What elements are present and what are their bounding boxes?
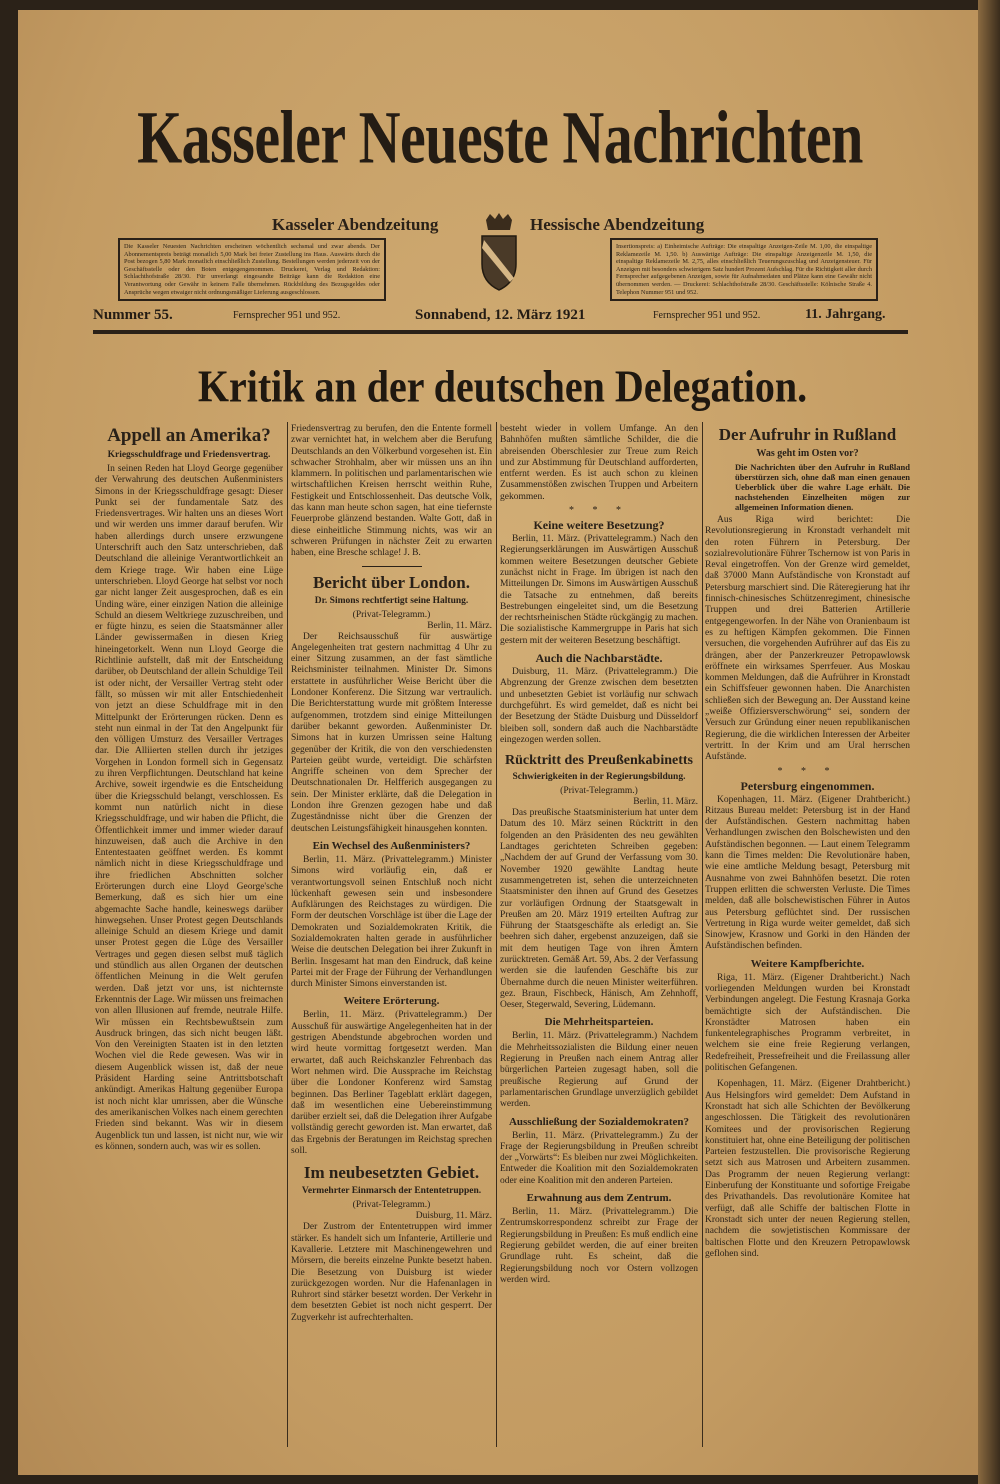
article-body: Berlin, 11. März. (Privattelegramm.) Die Zentrumskorrespondenz schreibt zur Frage der Regierungsbildung in Preußen: Es muß endlich eine Regierung gebildet werden, die auf einer breiten Grundlage ruht. Es scheint, daß die Regierungsbildung noch vor Ostern vollzogen werden wird. — [500, 1207, 698, 1285]
dateline: Berlin, 11. März. — [427, 620, 492, 631]
left-subtitle: Kasseler Abendzeitung — [272, 215, 439, 234]
advertising-info-box: Insertionspreis: a) Einheimische Aufträge: Die einspaltige Anzeigen-Zeile M. 1,00, die einspaltige Reklamezeile M. 1,50. b) Auswärtige Aufträge: Die einspaltige Anzeigenzeile M. 1,50, die einspaltige Reklamezeile M. 2,75, alles einschließlich Teuerungszuschlag und Anzeigensteuer. Für Anzeigen mit besonders schwierigem Satz hundert Prozent Aufschlag. Für die Richtigkeit aller durch Fernsprecher aufgegebenen Anzeigen, sowie für Aufnahmedaten und Plätze kann eine Gewähr nicht übernommen werden. — Druckerei: Schlachthofstraße 28/30. Geschäftsstelle: Kölnische Straße 4. Telephon Nummer 951 und 952. — [610, 238, 878, 301]
article-body: Kopenhagen, 11. März. (Eigener Drahtbericht.) Aus Helsingfors wird gemeldet: Dem Aufstand in Kronstadt hat sich alle Schichten der Bevölkerung angeschlossen. Die Tätigkeit des revolutionären Komitees und der provisorischen Regierung konstituiert hat, ohne eine Beteiligung der politischen Parteien festzustellen. Die provisorische Regierung setzt sich aus Matrosen und Arbeitern zusammen. Das Programm der neuen Regierung verlangt: Einberufung der Konstituante und sofortige Freigabe des Privathandels. Das revolutionäre Komitee hat verfügt, daß alle Schiffe der baltischen Flotte in Kronstadt sich unter der neuen Regierung stellen, nachdem die sowjetistischen Kommissare der baltischen Flotte und den Kreuzern Petropawlowsk geflohen sind. — [705, 1079, 910, 1259]
article-body: Berlin, 11. März. (Privattelegramm.) Minister Simons wird vorläufig ein, daß er verantwortungsvoll seinen Entschluß noch nicht lückenhaft gewesen sein und insbesondere Aufklärungen des Reichstages zu würdigen. Die Form der deutschen Vorschläge ist über die Lage der Demokraten und Sozialdemokraten Kritik, die Sozialdemokraten halten gerade in ausführlicher Weise die deutschen Delegation bei ihrer Zukunft in Berlin. Insgesamt hat man den Eindruck, daß keine Partei mit der Frage der Führung der Verhandlungen durch Minister Simons einverstanden ist. — [291, 854, 492, 990]
article-title: Erwahnung aus dem Zentrum. — [526, 1192, 672, 1205]
column-divider — [702, 422, 703, 1447]
article-body: Berlin, 11. März. (Privattelegramm.) Nachdem die Mehrheitssozialisten die Bildung einer neuen Regierung in Preußen nach einem Antrag aller bürgerlichen Parteien zugesagt haben, soll die preußische Regierung auf Grund der parlamentarischen Grundlage unverzüglich gebildet werden. — [500, 1031, 698, 1110]
column-divider — [287, 422, 288, 1447]
separator-stars: * * * — [569, 505, 629, 517]
coat-of-arms-icon — [478, 212, 520, 292]
divider — [362, 566, 422, 567]
article-title: Bericht über London. — [313, 572, 470, 592]
article-source: (Privat-Telegramm.) — [352, 1200, 431, 1211]
article-subtitle: Was geht im Osten vor? — [756, 448, 859, 459]
article-subtitle: Vermehrter Einmarsch der Ententetruppen. — [301, 1186, 482, 1197]
subscription-info-box: Die Kasseler Neuesten Nachrichten erscheinen wöchentlich sechsmal und zwar abends. Der Abonnementspreis beträgt monatlich 5,00 Mark bei freier Zustellung ins Haus. Auswärts durch die Post bezogen 5,80 Mark monatlich einschließlich Zustellung. Bestellungen werden jederzeit von der Geschäftsstelle oder den Boten entgegengenommen. Druckerei, Verlag und Redaktion: Schlachthofstraße 28/30. Für unverlangt eingesandte Beiträge kann die Redaktion eine Verantwortung oder Gewähr in keinem Falle übernehmen. Rückbildung des Bezugsgeldes oder Ansprüche wegen etwaiger nicht ordnungsmäßiger Lieferung ausgeschlossen. — [118, 238, 386, 301]
dateline: Duisburg, 11. März. — [415, 1211, 492, 1222]
column-2 — [291, 424, 492, 1324]
article-title: Rücktritt des Preußenkabinetts — [505, 753, 693, 769]
article-title: Die Mehrheitsparteien. — [544, 1016, 654, 1029]
article-appell-an-amerika — [95, 425, 283, 1153]
article-subtitle: Kriegsschuldfrage und Friedensvertrag. — [107, 450, 271, 460]
article-title: Im neubesetzten Gebiet. — [303, 1163, 480, 1183]
dateline: Berlin, 11. März. — [633, 797, 698, 808]
right-subtitle: Hessische Abendzeitung — [530, 215, 705, 234]
article-title: Ausschließung der Sozialdemokraten? — [508, 1115, 690, 1128]
article-subtitle: Dr. Simons rechtfertigt seine Haltung. — [314, 595, 469, 606]
article-body: In seinen Reden hat Lloyd George gegenüber der Verwahrung des deutschen Außenministers Simons in der Kriegsschuldfrage gesagt: Dieser Punkt sei der fundamentale Satz des Friedensvertrages. Wir halten uns an dieses Wort und wir werden uns immer darauf berufen. Wir haben allerdings durch unsere erzwungene Unterschrift auch den Satz unterschrieben, daß Deutschland die alleinige Verantwortlichkeit an dem Kriege trage. Wir haben eine Lüge unterschrieben. Lloyd George hat selbst vor noch gar nicht langer Zeit ausgesprochen, daß es ein Unding wäre, einer einzigen Nation die alleinige Schuld an diesem Weltkriege zuzuschreiben, und er fügte hinzu, es seien die Staatsmänner aller Länder gewissermaßen in diesen Krieg hineingetorkelt. Wenn nun Lloyd George die Richtlinie aufstellt, daß mit der Entscheidung darüber, ob Deutschland der allein Schuldige Teil ist oder nicht, der Versailler Vertrag steht oder fällt, so müssen wir mit aller Entschiedenheit von jetzt an diese Schuldfrage mit in den Mittelpunkt der Erörterungen rücken. Denn es steht nun einmal in der Tat den Angelpunkt für den völligen Umsturz des Versailler Vertrages dar. Die Alliierten stellen durch ihr jetziges Vorgehen in London formell sich in Gegensatz zu ihren Verpflichtungen. Deutschland hat keine Archive, soweit irgendwie es die Entscheidung über die Kriegsschuld belangt, verschlossen. Es kommt nun natürlich nicht in diese Kriegsschuldfrage, und wir haben die Pflicht, die Öffentlichkeit immer und immer wieder darauf hinzuweisen, daß auch die Archive in den Ententestaaten geöffnet werden. Es kommt nämlich nicht in diese Kriegsschuldfrage und ihre friedlichen Abschnitten solcher Erörterungen durch eine Lloyd George'sche Bemerkung, daß es sich hier um eine abgemachte Sache handle, keineswegs darüber hinwegsehen. Unser Protest gegen Deutschlands alleinige Schuld an diesem Kriege und damit unser Protest gegen die Lüge des Versailler Vertrages und gegen diesen selbst muß täglich und stündlich aus allen Organen der deutschen öffentlichen Meinung in die Welt gerufen werden. Daß jetzt vor uns, ist nichternste Erkenntnis der Lage. Wir müssen uns freimachen von allen Illusionen auf fremde, neutrale Hilfe. Wir müssen ein Rechtsbewußtsein zum Ausdruck bringen, das sich nicht beugen läßt. Von den Vereinigten Staaten ist in den letzten Wochen viel die Rede gewesen. Was wir in diesem Augenblick wissen ist, daß der neue Präsident Harding seine Antrittsbotschaft ankündigt. Amerikas Haltung gegenüber Europa ist noch nicht klar umrissen, aber die Wünsche des amerikanischen Volkes nach einem gerechten Frieden sind bekannt. Was wir in diesem Augenblick tun und lassen, ist nicht nur, wie wir es können, sondern auch, was wir es sollen. — [95, 464, 283, 1152]
main-headline: Kritik an der deutschen Delegation. — [197, 360, 808, 412]
article-body: Berlin, 11. März. (Privattelegramm.) Nach den Regierungserklärungen im Auswärtigen Ausschuß kommen weitere Besetzungen deutscher Gebiete zunächst nicht in Frage. Im übrigen ist nach den Mitteilungen Dr. Simons im Auswärtigen Ausschuß die Tatsache zu entnehmen, daß bereits Bestrebungen eingeleitet sind, um die Besetzung der rechtsrheinischen Städte rückgängig zu machen. Die sozialistische Kammergruppe in Paris hat sich gestern mit der weiteren Besetzung beschäftigt. — [500, 534, 698, 646]
article-body: Der Zustrom der Ententetruppen wird immer stärker. Es handelt sich um Infanterie, Artillerie und Kavallerie. Letztere mit Maschinengewehren und Mörsern, die bereits einzelne Punkte besetzt haben. Die Besetzung von Duisburg ist wieder zurückgezogen worden. Nur die Hafenanlagen in Ruhrort sind stärker besetzt worden. Der Verkehr in dem besetzten Gebiet ist noch nicht gesperrt. Der Zugverkehr ist aufrechterhalten. — [291, 1222, 492, 1323]
article-title: Weitere Erörterung. — [343, 995, 440, 1008]
article-title: Weitere Kampfberichte. — [750, 957, 865, 970]
article-title: Appell an Amerika? — [107, 425, 271, 446]
masthead-title: Kasseler Neueste Nachrichten — [137, 95, 863, 180]
article-intro: Die Nachrichten über den Aufruhr in Rußland überstürzen sich, ohne daß man einen genauen Ueberblick über die wahre Lage erhält. Die nachstehenden Einzelheiten mögen zur allgemeinen Information dienen. — [735, 462, 910, 512]
article-body: Berlin, 11. März. (Privattelegramm.) Zu der Frage der Regierungsbildung in Preußen schreibt der „Vorwärts“: Es bleiben nur zwei Möglichkeiten. Entweder die Koalition mit den Sozialdemokraten oder eine Koalition mit den anderen Parteien. — [500, 1130, 698, 1186]
article-title: Der Aufruhr in Rußland — [718, 425, 897, 444]
column-divider — [496, 422, 497, 1447]
article-continuation: besteht wieder in vollem Umfange. An den Bahnhöfen mußten sämtliche Schilder, die die abreisenden Oberschlesier zur Treue zum Reich und zur Abstimmung für Deutschland aufforderten, entfernt werden. Es ist auch schon zu kleinen Zusammenstößen zwischen Truppen und Arbeitern gekommen. — [500, 424, 698, 502]
column-3 — [500, 424, 698, 1286]
article-title: Auch die Nachbarstädte. — [535, 651, 663, 666]
article-title: Ein Wechsel des Außenministers? — [312, 839, 471, 852]
separator-stars: * * * — [777, 765, 838, 777]
issue-number: Nummer 55. — [93, 307, 173, 323]
column-4 — [705, 425, 910, 1260]
phone-left: Fernsprecher 951 und 952. — [233, 310, 341, 321]
article-body: Riga, 11. März. (Eigener Drahtbericht.) Nach vorliegenden Meldungen wurden bei Kronstadt Verbindungen angelegt. Die Festung Krasnaja Gorka bemächtigte sich der Aufständischen. Die Kronstädter Matrosen haben ein funkentelegraphisches Programm verbreitet, in welchem sie eine freie Regierung verlangen, Redefreiheit, Pressefreiheit und die Freilassung aller politischen Gefangenen. — [705, 972, 910, 1074]
article-body: Kopenhagen, 11. März. (Eigener Drahtbericht.) Ritzaus Bureau meldet: Petersburg ist in der Hand der Aufständischen. Gestern nachmittag haben Verhandlungen zwischen den Bolschewisten und den Aufständischen begonnen. — Laut einem Telegramm kann die Times melden: Die Revolutionäre haben, wie eine amtliche Meldung besagt, Petersburg mit Ausnahme von zwei Bahnhöfen besetzt. Die roten Truppen erlitten die schwersten Verluste. Die Times melden, daß alle bolschewistischen Führer in Autos aus Petersburg geflüchtet sind. Der russischen Vertretung in Riga wurde weiter gemeldet, daß sich Sinowjew, Krasnow und Gorki in den Händen der Aufständischen befinden. — [705, 794, 910, 952]
issue-info-line — [93, 307, 905, 327]
article-subtitle: Schwierigkeiten in der Regierungsbildung. — [512, 772, 686, 783]
article-body: Das preußische Staatsministerium hat unter dem Datum des 10. März seinen Rücktritt in den folgenden an den Präsidenten des neu gewählten Landtages gerichteten Schreiben gegeben: „Nachdem der auf Grund der Verfassung vom 30. November 1920 gewählte Landtag heute zusammengetreten ist, sehen die unterzeichneten Staatsminister den ihnen auf Grund des Gesetzes zur vorläufigen Ordnung der Staatsgewalt in Preußen am 20. März 1919 erteilten Auftrag zur Führung der Staatsgeschäfte als erledigt an. Sie beehren sich daher, ergebenst anzuzeigen, daß sie mit dem heutigen Tage von ihren Ämtern zurücktreten. Gemäß Art. 59, Abs. 2 der Verfassung werden sie die laufenden Geschäfte bis zur Übernahme durch die neuen Minister weiterführen. gez. Braun, Fischbeck, Hänisch, Am Zehnhoff, Oeser, Stegerwald, Severing, Lüdemann. — [500, 808, 698, 1011]
article-body: Berlin, 11. März. (Privattelegramm.) Der Ausschuß für auswärtige Angelegenheiten hat in der gestrigen Abendstunde abgebrochen worden und wird heute vormittag fortgesetzt werden. Man erwartet, daß auch Reichskanzler Fehrenbach das Wort nehmen wird. Die Aussprache im Reichstag über die Londoner Konferenz wird Samstag beginnen. Das Berliner Tageblatt erklärt dagegen, daß im wesentlichen eine Uebereinstimmung darüber erzielt sei, daß die Delegation ihrer Aufgabe vollständig gerecht geworden ist. Man erwartet, daß das Ergebnis der Beratungen im Reichstag sprechen soll. — [291, 1010, 492, 1157]
article-title: Petersburg eingenommen. — [740, 778, 875, 793]
article-source: (Privat-Telegramm.) — [352, 609, 431, 620]
article-body: Duisburg, 11. März. (Privattelegramm.) Die Abgrenzung der Grenze zwischen dem besetzten und unbesetzten Gebiet ist vorläufig nur schwach durchgeführt. Es wird gemeldet, daß es nicht bei der Besetzung der Städte Duisburg und Düsseldorf bleiben soll, sondern daß auch die Nachbarstädte eingezogen werden sollen. — [500, 667, 698, 745]
article-source: (Privat-Telegramm.) — [560, 786, 638, 797]
page-edge — [978, 0, 1000, 1484]
header-rule — [93, 330, 908, 334]
phone-right: Fernsprecher 951 und 952. — [653, 310, 761, 321]
article-body: Der Reichsausschuß für auswärtige Angelegenheiten trat gestern nachmittag 4 Uhr zu einer Sitzung zusammen, an der fast sämtliche Reichsminister teilnahmen. Minister Dr. Simons erstattete in ausführlicher Weise Bericht über die Londoner Konferenz. Die Sitzung war vertraulich. Die Berichterstattung wurde mit größtem Interesse aufgenommen, trotzdem sind einige Mitteilungen darüber bekannt geworden. Außenminister Dr. Simons hat in kurzen Umrissen seine Haltung gegenüber der Kritik, die von den verschiedensten Parteien geübt wurde, verteidigt. Die schärfsten Angriffe scheinen von dem Sprecher der Deutschnationalen Dr. Helfferich ausgegangen zu sein. Der Minister erklärte, daß die Delegation in London ihre Grenzen gezogen habe und daß Zugeständnisse nicht über die Grenzen der deutschen Leistungsfähigkeit hinausgehen konnten. — [291, 631, 492, 834]
article-body: Aus Riga wird berichtet: Die Revolutionsregierung in Kronstadt verhandelt mit den roten Führern in Petersburg. Der sozialrevolutionäre Führer Tschernow ist von Paris in Reval eingetroffen. Von der Grenze wird gemeldet, daß 37000 Mann Aufständische von Kronstadt auf Petersburg marschiert sind. Die Räteregierung hat ihr finnisch-chinesisches Schützenregiment, chinesische Truppen und drei Batterien Artillerie entgegengeworfen. In der Nähe von Oranienbaum ist es zu heftigen Kämpfen gekommen. Die Finnen versuchen, die vorgehenden Aufrührer auf das Eis zu drängen, aber der Panzerkreuzer Petropawlowsk eröffnete ein wirksames Sperrfeuer. Aus Moskau kommen Meldungen, daß die Aufrührer in Kronstadt ein Schiffsfeuer gewonnen haben. Die Anarchisten schließen sich der Bewegung an. Der Ausstand keine „weiße Offiziersverschwörung“ sei, sondern der Versuch zur Gründung einer neuen republikanischen Regierung, die die wirklichen Interessen der Arbeiter vertritt. In der Krim und am Ural herrschen Aufstände. — [705, 515, 910, 763]
issue-date: Sonnabend, 12. März 1921 — [415, 307, 586, 323]
article-continuation: Friedensvertrag zu berufen, den die Entente formell zwar vernichtet hat, in welchem aber die Berufung Deutschlands an den Völkerbund vorgesehen ist. Ein schwacher Strohhalm, aber wir müssen uns an ihn klammern. In politischen und parlamentarischen wie wirtschaftlichen Kreisen herrscht weithin Ruhe, Festigkeit und Entschlossenheit. Das deutsche Volk, das kann man heute schon sagen, hat eine tiefernste Feuerprobe glänzend bestanden. Walte Gott, daß in diese einheitliche Stimmung nichts, was wir an schweren Prüfungen in nächster Zeit zu erwarten haben, eine Bresche schlage! J. B. — [291, 424, 492, 559]
volume: 11. Jahrgang. — [805, 307, 886, 322]
article-title: Keine weitere Besetzung? — [533, 518, 665, 533]
